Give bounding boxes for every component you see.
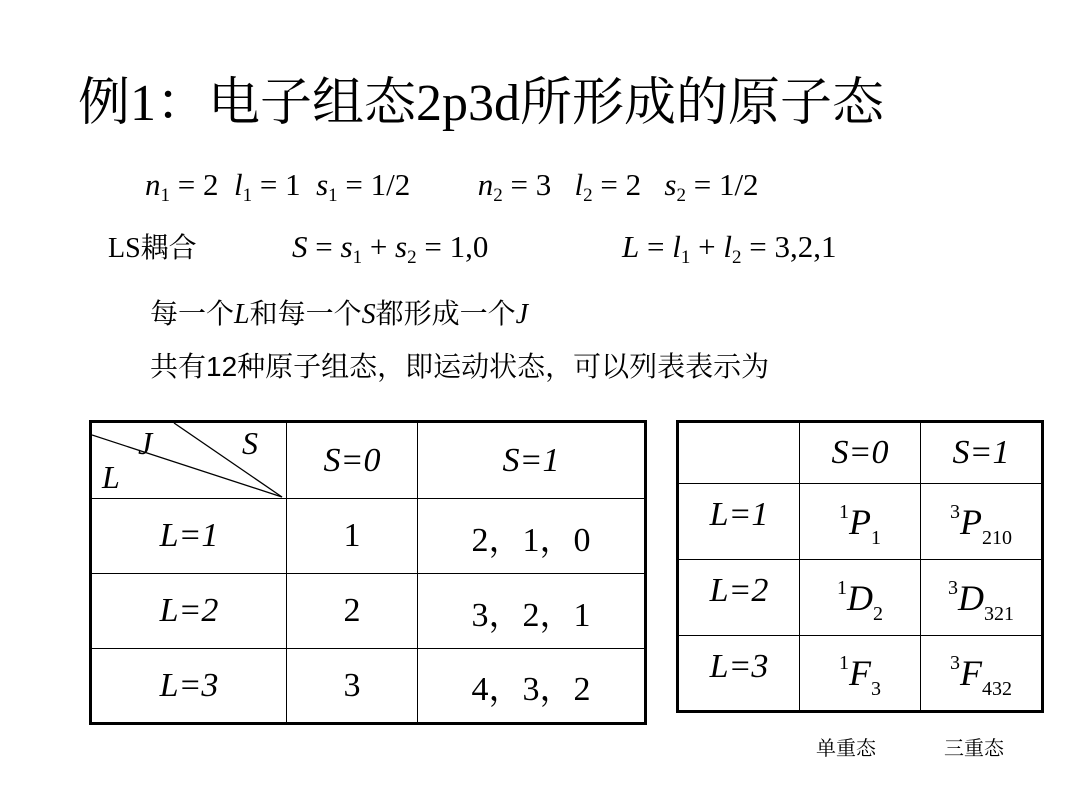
- j-triplet: 3，2，1: [418, 574, 646, 649]
- l1-value: 1: [285, 167, 301, 202]
- singlet-caption: 单重态: [816, 738, 876, 760]
- orbital-sum-equation: $L = l_1 + l_2 = 3,2,1$: [622, 229, 837, 268]
- s-sub-1: 1: [352, 247, 363, 268]
- text-line-1: [150, 298, 528, 332]
- triplet-term: $^3P_{210}$: [950, 500, 1012, 549]
- term-symbols-table: [676, 420, 1044, 713]
- table-row: [678, 636, 1043, 712]
- l-sub-2: 2: [731, 247, 742, 268]
- orbital-sum-value: 3,2,1: [774, 229, 837, 264]
- text-part: 每一个: [150, 299, 235, 330]
- n2-value: 3: [535, 167, 552, 202]
- row-l-label: L=1: [159, 517, 219, 554]
- text-part: 共有: [150, 352, 207, 383]
- var-j: J: [515, 299, 529, 330]
- table-row: [91, 649, 646, 724]
- diagonal-header-cell: [91, 422, 287, 499]
- n1-subscript: 1: [160, 185, 170, 206]
- l2-value: 2: [625, 167, 642, 202]
- empty-corner: [678, 422, 800, 484]
- singlet-term: $^1P_1$: [839, 500, 881, 549]
- ls-coupling-label: LS耦合: [108, 233, 197, 264]
- table-row: [91, 574, 646, 649]
- triplet-caption: 三重态: [944, 738, 1004, 760]
- text-part: 种原子组态，即运动状态，可以列表表示为: [237, 352, 770, 383]
- table-row: [678, 560, 1043, 636]
- j-triplet: 4，3，2: [418, 649, 646, 724]
- row-l-label: L=3: [709, 648, 769, 685]
- slide-title: 例1：电子组态2p3d所形成的原子态: [78, 75, 885, 132]
- s1-subscript: 1: [328, 185, 338, 206]
- header-s1-label: S=1: [952, 434, 1010, 471]
- j-values-table: [89, 420, 647, 725]
- header-s1-label: S=1: [502, 441, 560, 479]
- n2-subscript: 2: [493, 185, 503, 206]
- l-sub-1: 1: [680, 247, 691, 268]
- var-l: L: [234, 299, 250, 330]
- l2-subscript: 2: [583, 185, 593, 206]
- header-s: S: [242, 425, 258, 461]
- spin-sum-value: 1,0: [449, 229, 489, 264]
- var-s: S: [361, 299, 376, 330]
- j-singlet: 3: [287, 649, 418, 724]
- singlet-term: $^1F_3$: [839, 652, 881, 700]
- row-l-label: L=2: [709, 572, 769, 609]
- quantum-numbers-line: $n_1 = 2$ $l_1 = 1$ $s_1 = 1/2$ $n_2 = 3$ $l_2 = 2$ $s_2 = 1/2$: [145, 167, 759, 206]
- j-singlet: 1: [287, 499, 418, 574]
- l1-subscript: 1: [242, 185, 253, 206]
- s2-subscript: 2: [676, 185, 686, 206]
- header-s0-label: S=0: [831, 434, 889, 471]
- header-j: J: [138, 425, 153, 461]
- count-number: 12: [206, 351, 238, 382]
- s1-value: 1/2: [370, 167, 411, 202]
- row-l-label: L=2: [159, 592, 219, 629]
- s2-value: 1/2: [718, 167, 759, 202]
- s-sub-2: 2: [407, 247, 417, 268]
- header-l: L: [102, 459, 120, 495]
- triplet-term: $^3D_{321}$: [948, 576, 1014, 625]
- n1-value: 2: [202, 167, 219, 202]
- text-part: 都形成一个: [375, 299, 516, 330]
- header-s0: [287, 422, 418, 499]
- j-singlet: 2: [287, 574, 418, 649]
- table-row: [91, 499, 646, 574]
- row-l-label: L=1: [709, 496, 769, 533]
- spin-sum-equation: $S = s_1 + s_2 = 1,0$: [292, 229, 489, 268]
- header-s1: [418, 422, 646, 499]
- j-triplet: 2，1，0: [418, 499, 646, 574]
- triplet-term: $^3F_{432}$: [950, 652, 1012, 700]
- header-s0-label: S=0: [323, 441, 381, 479]
- table-row: [678, 484, 1043, 560]
- text-line-2: [150, 350, 769, 385]
- row-l-label: L=3: [159, 666, 219, 704]
- text-part: 和每一个: [249, 299, 362, 330]
- singlet-term: $^1D_2$: [837, 576, 883, 625]
